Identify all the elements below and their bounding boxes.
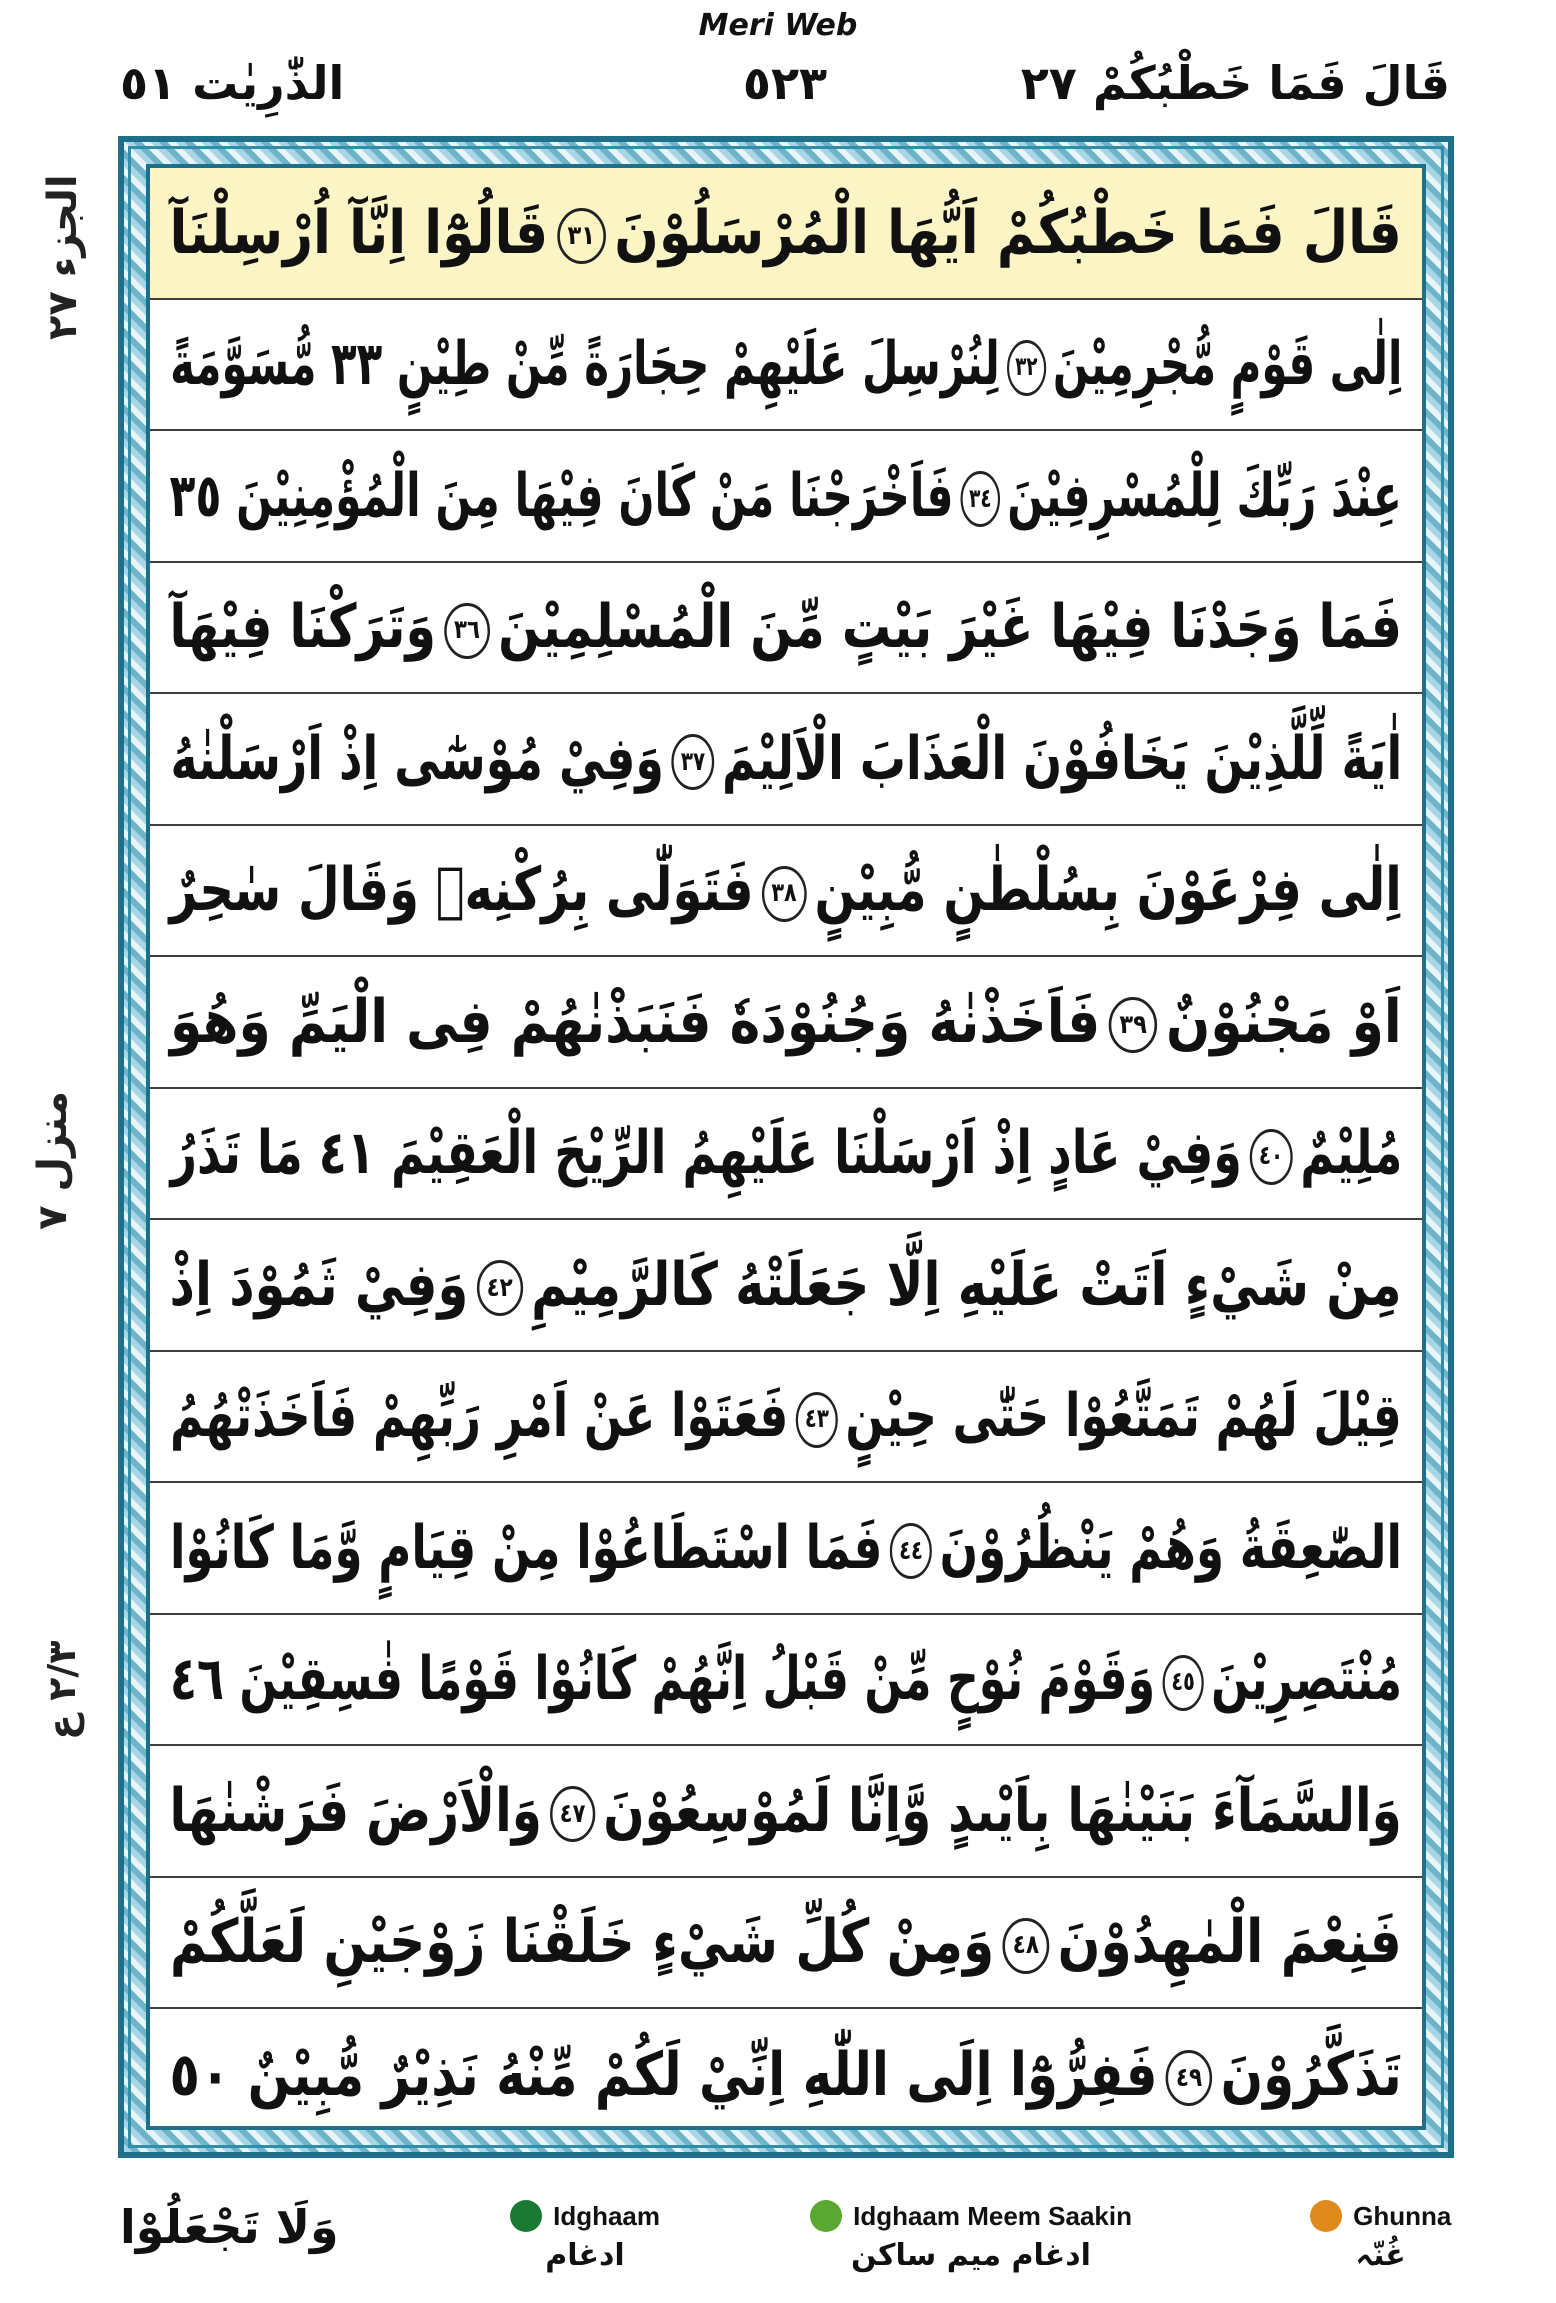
verse-line	[150, 1746, 1422, 1878]
verse-segment: وَالسَّمَآءَ بَنَيْنٰهَا بِاَيْىدٍ وَّاِنَّا لَمُوْسِعُوْنَ	[603, 1775, 1403, 1846]
verse-segment: اَوْ مَجْنُوْنٌ	[1166, 986, 1402, 1057]
verse-segment: وَفِيْ ثَمُوْدَ اِذْ	[169, 1249, 469, 1320]
legend-label-urdu: ادغام	[545, 2238, 625, 2273]
ayah-number-marker: ٣٦	[444, 603, 490, 659]
verse-line	[150, 1483, 1422, 1615]
text-panel	[146, 164, 1426, 2130]
verse-text	[169, 329, 1403, 400]
verse-line	[150, 2009, 1422, 2141]
verse-text	[170, 723, 1402, 794]
verse-segment: مُنْتَصِرِيْنَ	[1211, 1644, 1402, 1715]
ayah-number-marker: ٤٢	[477, 1260, 523, 1316]
surah-name: الذّٰرِيٰت ٥١	[120, 56, 345, 110]
verse-segment: مِنْ شَيْءٍ اَتَتْ عَلَيْهِ اِلَّا جَعَلَتْهُ كَالرَّمِيْمِ	[531, 1249, 1403, 1320]
ayah-number-marker: ٤٤	[890, 1523, 932, 1579]
legend-idghaam-meem-saakin	[810, 2200, 1132, 2273]
verse-segment: وَالْاَرْضَ فَرَشْنٰهَا	[169, 1775, 543, 1846]
legend-label-urdu: ادغام میم ساکن	[851, 2238, 1091, 2273]
catchword: وَلَا تَجْعَلُوْا	[120, 2200, 339, 2254]
ayah-number-marker: ٣٨	[762, 866, 807, 922]
verse-line	[150, 1220, 1422, 1352]
ghunna-color-icon	[1310, 2200, 1342, 2232]
verse-segment: اِلٰى فِرْعَوْنَ بِسُلْطٰنٍ مُّبِيْنٍ	[814, 855, 1403, 926]
verse-segment: قَالَ فَمَا خَطْبُكُمْ اَيُّهَا الْمُرْسَلُوْنَ	[614, 197, 1403, 268]
verse-segment: فَفِرُّوْٓا اِلَى اللّٰهِ اِنِّيْ لَكُمْ مِّنْهُ نَذِيْرٌ مُّبِيْنٌ ٥٠	[169, 2039, 1158, 2110]
legend-label: Idghaam	[553, 2200, 661, 2231]
verse-line	[150, 957, 1422, 1089]
verse-text	[169, 1249, 1403, 1320]
verse-segment: فَاَخَذْنٰهُ وَجُنُوْدَهٗ فَنَبَذْنٰهُمْ فِى الْيَمِّ وَهُوَ	[170, 986, 1101, 1057]
verse-line	[150, 694, 1422, 826]
legend-label-urdu: غُنّہ	[1355, 2238, 1406, 2273]
ayah-number-marker: ٤٣	[796, 1392, 838, 1448]
ayah-number-marker: ٤٩	[1166, 2050, 1213, 2106]
verse-segment: اِلٰى قَوْمٍ مُّجْرِمِيْنَ	[1052, 329, 1403, 400]
verse-line	[150, 431, 1422, 563]
legend-ghunna	[1310, 2200, 1451, 2273]
juz-label: الجزء ٢٧	[40, 174, 86, 340]
verse-segment: اٰيَةً لِّلَّذِيْنَ يَخَافُوْنَ الْعَذَابَ الْاَلِيْمَ	[721, 723, 1402, 794]
verse-text	[169, 460, 1403, 531]
verse-segment: فَمَا اسْتَطَاعُوْا مِنْ قِيَامٍ وَّمَا كَانُوْا	[170, 1512, 883, 1583]
verse-text	[169, 855, 1403, 926]
verse-segment: وَقَوْمَ نُوْحٍ مِّنْ قَبْلُ اِنَّهُمْ كَانُوْا قَوْمًا فٰسِقِيْنَ ٤٦	[170, 1644, 1156, 1715]
ayah-number-marker: ٤٥	[1162, 1655, 1203, 1711]
verse-line	[150, 168, 1422, 300]
legend-label: Idghaam Meem Saakin	[853, 2200, 1132, 2231]
verse-line	[150, 563, 1422, 695]
verse-text	[170, 1907, 1402, 1978]
verse-text	[170, 1118, 1402, 1189]
verse-line	[150, 300, 1422, 432]
verse-segment: فَمَا وَجَدْنَا فِيْهَا غَيْرَ بَيْتٍ مِّنَ الْمُسْلِمِيْنَ	[498, 592, 1403, 663]
ayah-number-marker: ٣١	[557, 208, 606, 264]
ayah-number-marker: ٤٠	[1249, 1129, 1292, 1185]
ayah-number-marker: ٣٢	[1007, 340, 1046, 396]
para-name: قَالَ فَمَا خَطْبُكُمْ ٢٧	[1020, 56, 1450, 110]
verse-line	[150, 826, 1422, 958]
verse-line	[150, 1352, 1422, 1484]
verse-segment: قِيْلَ لَهُمْ تَمَتَّعُوْا حَتّٰى حِيْنٍ	[845, 1381, 1402, 1452]
verse-text	[170, 986, 1402, 1057]
legend-label: Ghunna	[1353, 2200, 1452, 2231]
verse-segment: فَنِعْمَ الْمٰهِدُوْنَ	[1057, 1907, 1402, 1978]
verse-segment: وَفِيْ مُوْسٰٓى اِذْ اَرْسَلْنٰهُ	[170, 723, 664, 794]
verse-text	[169, 2039, 1403, 2110]
ayah-number-marker: ٤٨	[1003, 1918, 1050, 1974]
verse-line	[150, 1878, 1422, 2010]
idghaam-color-icon	[510, 2200, 542, 2232]
ayah-number-marker: ٣٩	[1109, 997, 1157, 1053]
verse-text	[170, 1381, 1402, 1452]
verse-line	[150, 1615, 1422, 1747]
verse-text	[170, 1512, 1402, 1583]
verse-segment: عِنْدَ رَبِّكَ لِلْمُسْرِفِيْنَ	[1007, 460, 1403, 531]
ayah-number-marker: ٣٤	[961, 471, 1001, 527]
verse-segment: فَتَوَلّٰى بِرُكْنِهٖ وَقَالَ سٰحِرٌ	[169, 855, 755, 926]
verse-line	[150, 1089, 1422, 1221]
ayah-number-marker: ٣٧	[671, 734, 714, 790]
verse-text	[169, 197, 1403, 268]
verse-segment: تَذَكَّرُوْنَ	[1221, 2039, 1403, 2110]
page-footer	[120, 2200, 1460, 2300]
verse-segment: لِنُرْسِلَ عَلَيْهِمْ حِجَارَةً مِّنْ طِيْنٍ ٣٣ مُّسَوَّمَةً	[169, 329, 1000, 400]
ayah-number-marker: ٤٧	[550, 1786, 595, 1842]
verse-segment: وَتَرَكْنَا فِيْهَآ	[169, 592, 437, 663]
page-header	[120, 56, 1450, 126]
verse-segment: الصّٰعِقَةُ وَهُمْ يَنْظُرُوْنَ	[939, 1512, 1402, 1583]
verse-text	[169, 1775, 1403, 1846]
verse-segment: فَعَتَوْا عَنْ اَمْرِ رَبِّهِمْ فَاَخَذَتْهُمُ	[170, 1381, 789, 1452]
ruku-label: ٢/٣ ع	[40, 1640, 84, 1740]
verse-segment: وَمِنْ كُلِّ شَيْءٍ خَلَقْنَا زَوْجَيْنِ لَعَلَّكُمْ	[170, 1907, 995, 1978]
verse-segment: قَالُوْٓا اِنَّآ اُرْسِلْنَآ	[169, 197, 549, 268]
verse-text	[169, 592, 1403, 663]
verse-text	[170, 1644, 1402, 1715]
site-title: Meri Web	[698, 8, 858, 43]
verse-segment: مُلِيْمٌ	[1299, 1118, 1402, 1189]
page-number: ٥٢٣	[742, 56, 828, 110]
page-frame	[118, 136, 1454, 2158]
legend-idghaam	[510, 2200, 660, 2273]
manzil-label: منزل ٧	[30, 1090, 76, 1230]
idghaam-meem-saakin-color-icon	[810, 2200, 842, 2232]
verse-segment: وَفِيْ عَادٍ اِذْ اَرْسَلْنَا عَلَيْهِمُ الرِّيْحَ الْعَقِيْمَ ٤١ مَا تَذَرُ	[170, 1118, 1242, 1189]
verse-segment: فَاَخْرَجْنَا مَنْ كَانَ فِيْهَا مِنَ الْمُؤْمِنِيْنَ ٣٥	[169, 460, 954, 531]
